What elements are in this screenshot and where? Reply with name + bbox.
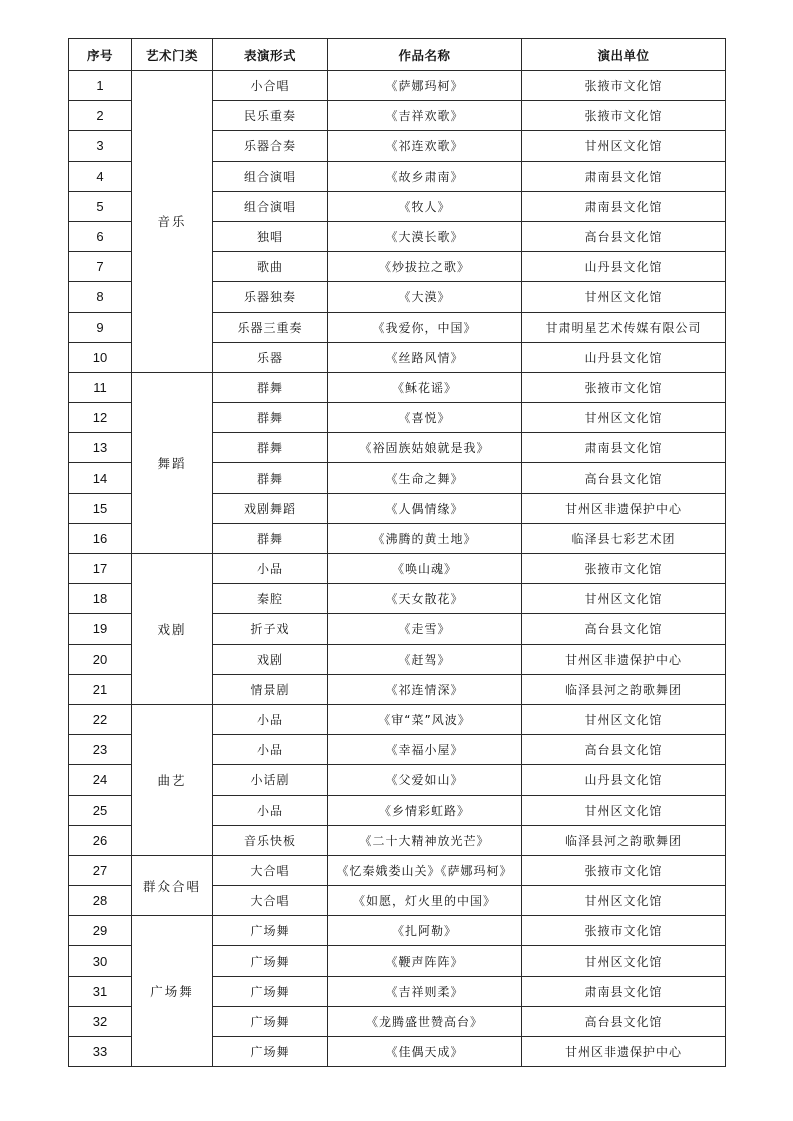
performance-form: 群舞	[213, 433, 328, 463]
work-title: 《幸福小屋》	[328, 735, 522, 765]
work-title: 《走雪》	[328, 614, 522, 644]
header-form: 表演形式	[213, 39, 328, 71]
performance-form: 乐器独奏	[213, 282, 328, 312]
performance-form: 组合演唱	[213, 161, 328, 191]
work-title: 《萨娜玛柯》	[328, 71, 522, 101]
performance-form: 小合唱	[213, 71, 328, 101]
table-row	[69, 372, 726, 402]
performing-unit: 山丹县文化馆	[522, 765, 726, 795]
row-number: 30	[69, 946, 132, 976]
category-cell: 戏剧	[132, 554, 213, 705]
performance-form: 民乐重奏	[213, 101, 328, 131]
category-cell: 舞蹈	[132, 372, 213, 553]
work-title: 《父爱如山》	[328, 765, 522, 795]
performance-form: 小话剧	[213, 765, 328, 795]
work-title: 《审“菜”风波》	[328, 704, 522, 734]
performing-unit: 山丹县文化馆	[522, 342, 726, 372]
work-title: 《人偶情缘》	[328, 493, 522, 523]
performance-form: 乐器合奏	[213, 131, 328, 161]
performing-unit: 山丹县文化馆	[522, 252, 726, 282]
category-cell: 音乐	[132, 71, 213, 373]
row-number: 8	[69, 282, 132, 312]
row-number: 6	[69, 221, 132, 251]
row-number: 19	[69, 614, 132, 644]
performing-unit: 甘州区文化馆	[522, 131, 726, 161]
row-number: 12	[69, 403, 132, 433]
row-number: 20	[69, 644, 132, 674]
row-number: 4	[69, 161, 132, 191]
row-number: 32	[69, 1006, 132, 1036]
performance-form: 秦腔	[213, 584, 328, 614]
performing-unit: 甘州区文化馆	[522, 946, 726, 976]
performing-unit: 肃南县文化馆	[522, 976, 726, 1006]
performance-form: 广场舞	[213, 1037, 328, 1067]
performing-unit: 临泽县河之韵歌舞团	[522, 825, 726, 855]
work-title: 《喜悦》	[328, 403, 522, 433]
header-unit: 演出单位	[522, 39, 726, 71]
row-number: 7	[69, 252, 132, 282]
header-work: 作品名称	[328, 39, 522, 71]
performance-form: 乐器三重奏	[213, 312, 328, 342]
row-number: 27	[69, 855, 132, 885]
performance-form: 广场舞	[213, 946, 328, 976]
work-title: 《祁连欢歌》	[328, 131, 522, 161]
performance-form: 情景剧	[213, 674, 328, 704]
row-number: 23	[69, 735, 132, 765]
row-number: 13	[69, 433, 132, 463]
work-title: 《如愿，灯火里的中国》	[328, 886, 522, 916]
performance-form: 音乐快板	[213, 825, 328, 855]
performing-unit: 张掖市文化馆	[522, 372, 726, 402]
work-title: 《大漠》	[328, 282, 522, 312]
performance-form: 戏剧舞蹈	[213, 493, 328, 523]
performing-unit: 甘州区非遗保护中心	[522, 1037, 726, 1067]
performance-form: 小品	[213, 795, 328, 825]
performing-unit: 甘州区非遗保护中心	[522, 493, 726, 523]
row-number: 31	[69, 976, 132, 1006]
work-title: 《二十大精神放光芒》	[328, 825, 522, 855]
work-title: 《稣花谣》	[328, 372, 522, 402]
table-row	[69, 704, 726, 734]
row-number: 29	[69, 916, 132, 946]
row-number: 17	[69, 554, 132, 584]
work-title: 《沸腾的黄土地》	[328, 523, 522, 553]
performing-unit: 张掖市文化馆	[522, 916, 726, 946]
table-row	[69, 71, 726, 101]
work-title: 《大漠长歌》	[328, 221, 522, 251]
table-row	[69, 916, 726, 946]
work-title: 《鞭声阵阵》	[328, 946, 522, 976]
table-row	[69, 554, 726, 584]
program-table	[68, 38, 726, 1067]
performing-unit: 甘州区文化馆	[522, 403, 726, 433]
performing-unit: 甘州区文化馆	[522, 795, 726, 825]
performing-unit: 甘州区文化馆	[522, 886, 726, 916]
work-title: 《牧人》	[328, 191, 522, 221]
table-header-row	[69, 39, 726, 71]
performance-form: 组合演唱	[213, 191, 328, 221]
row-number: 10	[69, 342, 132, 372]
row-number: 26	[69, 825, 132, 855]
performance-form: 群舞	[213, 523, 328, 553]
performance-form: 小品	[213, 554, 328, 584]
performance-form: 独唱	[213, 221, 328, 251]
performance-form: 歌曲	[213, 252, 328, 282]
row-number: 25	[69, 795, 132, 825]
performance-form: 群舞	[213, 372, 328, 402]
performance-form: 广场舞	[213, 916, 328, 946]
performance-form: 戏剧	[213, 644, 328, 674]
performing-unit: 甘州区文化馆	[522, 584, 726, 614]
work-title: 《炒拔拉之歌》	[328, 252, 522, 282]
performance-form: 折子戏	[213, 614, 328, 644]
performance-form: 群舞	[213, 463, 328, 493]
performing-unit: 肃南县文化馆	[522, 191, 726, 221]
performing-unit: 高台县文化馆	[522, 614, 726, 644]
work-title: 《故乡肃南》	[328, 161, 522, 191]
category-cell: 广场舞	[132, 916, 213, 1067]
work-title: 《我爱你，中国》	[328, 312, 522, 342]
header-category: 艺术门类	[132, 39, 213, 71]
work-title: 《生命之舞》	[328, 463, 522, 493]
row-number: 24	[69, 765, 132, 795]
performing-unit: 张掖市文化馆	[522, 554, 726, 584]
performance-form: 小品	[213, 735, 328, 765]
performance-form: 大合唱	[213, 855, 328, 885]
row-number: 5	[69, 191, 132, 221]
performance-form: 群舞	[213, 403, 328, 433]
performing-unit: 张掖市文化馆	[522, 855, 726, 885]
row-number: 18	[69, 584, 132, 614]
row-number: 21	[69, 674, 132, 704]
performance-form: 大合唱	[213, 886, 328, 916]
work-title: 《天女散花》	[328, 584, 522, 614]
work-title: 《忆秦娥娄山关》《萨娜玛柯》	[328, 855, 522, 885]
performing-unit: 张掖市文化馆	[522, 71, 726, 101]
performance-form: 广场舞	[213, 1006, 328, 1036]
performing-unit: 甘州区文化馆	[522, 704, 726, 734]
row-number: 3	[69, 131, 132, 161]
row-number: 14	[69, 463, 132, 493]
work-title: 《吉祥则柔》	[328, 976, 522, 1006]
performing-unit: 甘州区文化馆	[522, 282, 726, 312]
performance-form: 小品	[213, 704, 328, 734]
performance-form: 广场舞	[213, 976, 328, 1006]
work-title: 《龙腾盛世赞高台》	[328, 1006, 522, 1036]
row-number: 2	[69, 101, 132, 131]
header-no: 序号	[69, 39, 132, 71]
performing-unit: 临泽县河之韵歌舞团	[522, 674, 726, 704]
performing-unit: 甘州区非遗保护中心	[522, 644, 726, 674]
performing-unit: 肃南县文化馆	[522, 161, 726, 191]
performing-unit: 高台县文化馆	[522, 1006, 726, 1036]
row-number: 11	[69, 372, 132, 402]
performing-unit: 张掖市文化馆	[522, 101, 726, 131]
performing-unit: 高台县文化馆	[522, 735, 726, 765]
row-number: 15	[69, 493, 132, 523]
work-title: 《赶驾》	[328, 644, 522, 674]
performance-form: 乐器	[213, 342, 328, 372]
performing-unit: 肃南县文化馆	[522, 433, 726, 463]
row-number: 1	[69, 71, 132, 101]
row-number: 28	[69, 886, 132, 916]
work-title: 《乡情彩虹路》	[328, 795, 522, 825]
row-number: 16	[69, 523, 132, 553]
performing-unit: 高台县文化馆	[522, 221, 726, 251]
row-number: 33	[69, 1037, 132, 1067]
work-title: 《唤山魂》	[328, 554, 522, 584]
work-title: 《佳偶天成》	[328, 1037, 522, 1067]
work-title: 《祁连情深》	[328, 674, 522, 704]
work-title: 《裕固族姑娘就是我》	[328, 433, 522, 463]
work-title: 《扎阿勒》	[328, 916, 522, 946]
row-number: 22	[69, 704, 132, 734]
performing-unit: 临泽县七彩艺术团	[522, 523, 726, 553]
work-title: 《吉祥欢歌》	[328, 101, 522, 131]
performing-unit: 高台县文化馆	[522, 463, 726, 493]
table-body	[69, 71, 726, 1067]
work-title: 《丝路风情》	[328, 342, 522, 372]
table-row	[69, 855, 726, 885]
category-cell: 曲艺	[132, 704, 213, 855]
category-cell: 群众合唱	[132, 855, 213, 915]
performing-unit: 甘肃明星艺术传媒有限公司	[522, 312, 726, 342]
row-number: 9	[69, 312, 132, 342]
